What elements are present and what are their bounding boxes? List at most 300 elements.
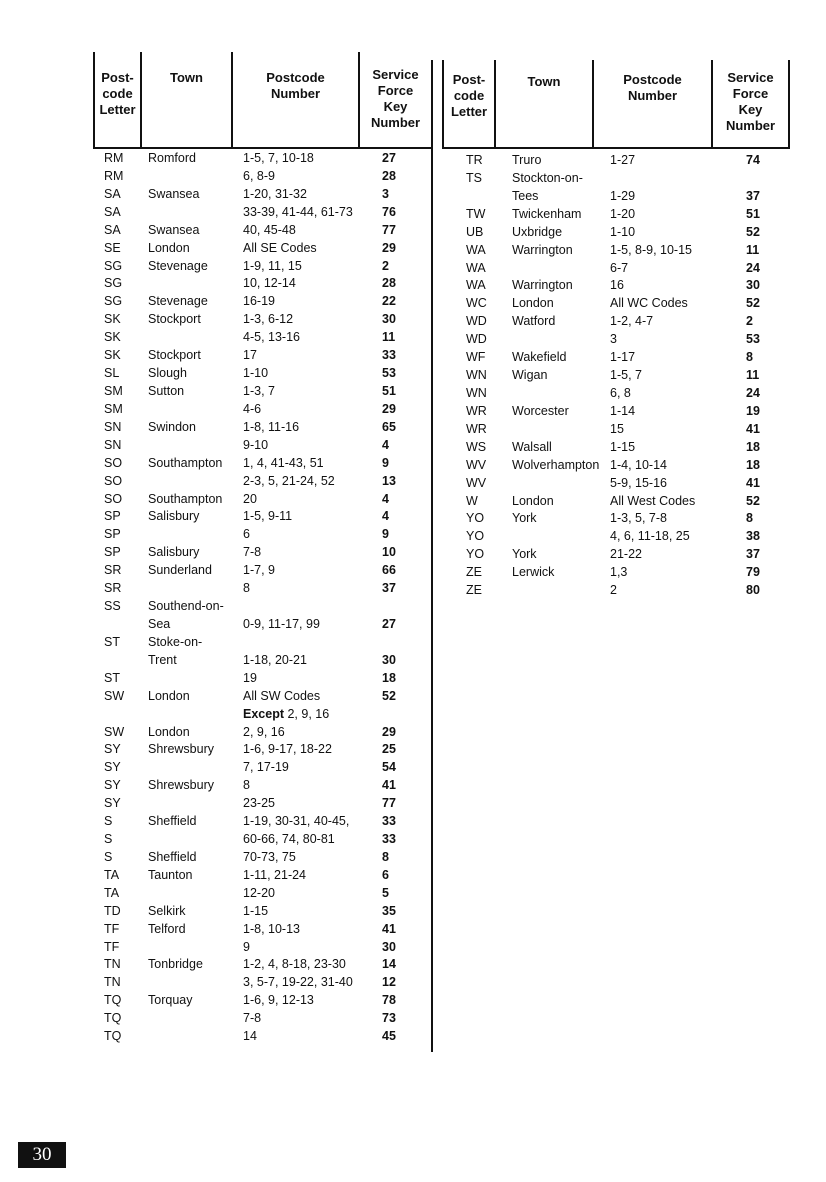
table-row	[0, 383, 432, 401]
table-row	[0, 652, 432, 670]
service-key-number: 18	[382, 670, 396, 685]
postcode-number: 1,3	[610, 565, 628, 580]
town-name: Stoke-on-	[148, 634, 203, 649]
table-row	[432, 403, 802, 421]
service-key-number: 11	[382, 330, 396, 345]
postcode-number: 3, 5-7, 19-22, 31-40	[243, 975, 353, 990]
town-name: Stevenage	[148, 294, 208, 309]
postcode-letter: SW	[104, 688, 125, 703]
postcode-letter: SA	[104, 222, 121, 237]
postcode-letter: TD	[104, 903, 121, 918]
town-name: Stockport	[148, 348, 201, 363]
table-row	[0, 741, 432, 759]
postcode-number: 12-20	[243, 885, 275, 900]
postcode-letter: SA	[104, 204, 121, 219]
postcode-number: 33-39, 41-44, 61-73	[243, 204, 353, 219]
right-header-town: Town	[527, 74, 561, 89]
table-row	[0, 580, 432, 598]
town-name: Warrington	[512, 278, 573, 293]
postcode-letter: S	[104, 849, 113, 864]
postcode-letter: WS	[466, 439, 487, 454]
table-row	[0, 168, 432, 186]
postcode-letter: TR	[466, 153, 483, 167]
table-row	[432, 475, 802, 493]
postcode-number: 1-20	[610, 206, 636, 221]
postcode-letter: SP	[104, 545, 121, 560]
service-key-number: 9	[382, 455, 389, 470]
service-key-number: 79	[746, 565, 760, 580]
postcode-number: 4-5, 13-16	[243, 330, 300, 345]
table-row	[0, 939, 432, 957]
service-key-number: 25	[382, 742, 396, 757]
postcode-letter: TQ	[104, 993, 122, 1008]
service-key-number: 10	[382, 545, 396, 560]
left-table-body	[0, 150, 432, 1046]
table-row	[432, 367, 802, 385]
postcode-number: 4, 6, 11-18, 25	[610, 529, 690, 544]
table-row	[432, 260, 802, 278]
service-key-number: 74	[746, 153, 760, 167]
town-name: Salisbury	[148, 545, 200, 560]
postcode-number: 21-22	[610, 547, 642, 562]
table-row	[432, 349, 802, 367]
table-row	[0, 885, 432, 903]
table-row	[432, 206, 802, 224]
postcode-letter: SM	[104, 383, 123, 398]
postcode-letter: SK	[104, 348, 121, 363]
town-name: Taunton	[148, 867, 193, 882]
service-key-number: 24	[746, 260, 760, 275]
town-name: Warrington	[512, 242, 573, 257]
postcode-number: 1-9, 11, 15	[243, 258, 302, 273]
service-key-number: 65	[382, 419, 396, 434]
right-table-header-rule	[442, 147, 790, 149]
table-row	[432, 152, 802, 170]
postcode-letter: WD	[466, 332, 487, 347]
postcode-number: 1-17	[610, 350, 636, 365]
postcode-number: 1-5, 7	[610, 368, 642, 383]
service-key-number: 80	[746, 583, 760, 598]
service-key-number: 30	[382, 312, 396, 327]
table-row	[0, 365, 432, 383]
service-key-number: 11	[746, 368, 760, 383]
postcode-letter: SE	[104, 240, 121, 255]
postcode-number: All SW Codes	[243, 688, 321, 703]
table-row	[0, 956, 432, 974]
town-name: Selkirk	[148, 903, 186, 918]
service-key-number: 8	[746, 511, 753, 526]
postcode-letter: YO	[466, 511, 485, 526]
service-key-number: 3	[382, 186, 389, 201]
postcode-letter: SL	[104, 366, 120, 381]
postcode-letter: WR	[466, 421, 487, 436]
postcode-letter: ST	[104, 634, 120, 649]
postcode-letter: SG	[104, 276, 123, 291]
town-name: London	[512, 296, 554, 311]
town-name: Wakefield	[512, 350, 567, 365]
postcode-number: 1-2, 4, 8-18, 23-30	[243, 957, 346, 972]
postcode-letter: WA	[466, 260, 486, 275]
postcode-letter: SO	[104, 491, 123, 506]
service-key-number: 76	[382, 204, 396, 219]
right-table-body	[432, 152, 802, 600]
postcode-number: 1-3, 5, 7-8	[610, 511, 667, 526]
service-key-number: 14	[382, 957, 396, 972]
service-key-number: 33	[382, 814, 396, 829]
service-key-number: 66	[382, 563, 396, 578]
postcode-number: 9	[243, 939, 250, 954]
postcode-number: 2-3, 5, 21-24, 52	[243, 473, 335, 488]
table-row	[432, 510, 802, 528]
town-name: Sutton	[148, 383, 185, 398]
postcode-letter: SO	[104, 455, 123, 470]
postcode-number: 1-8, 10-13	[243, 921, 300, 936]
service-key-number: 53	[746, 332, 760, 347]
postcode-number: 1-18, 20-21	[243, 652, 307, 667]
table-row	[432, 546, 802, 564]
town-name: Sheffield	[148, 849, 197, 864]
service-key-number: 52	[746, 224, 760, 239]
right-table-outer-border	[788, 60, 790, 149]
table-row	[0, 903, 432, 921]
table-row	[0, 222, 432, 240]
town-name: Slough	[148, 366, 187, 381]
postcode-number: 6, 8	[610, 385, 631, 400]
table-row	[0, 992, 432, 1010]
table-row	[432, 439, 802, 457]
table-row	[0, 921, 432, 939]
postcode-letter: S	[104, 814, 113, 829]
table-row	[0, 329, 432, 347]
service-key-number: 52	[746, 296, 760, 311]
service-key-number: 4	[382, 509, 389, 524]
postcode-number: 1-27	[610, 153, 636, 167]
table-row	[0, 544, 432, 562]
postcode-letter: TF	[104, 921, 120, 936]
postcode-letter: SY	[104, 742, 121, 757]
postcode-number: 1-8, 11-16	[243, 419, 300, 434]
postcode-letter: TA	[104, 885, 120, 900]
postcode-number: 1-5, 9-11	[243, 509, 293, 524]
postcode-letter: TN	[104, 975, 121, 990]
postcode-letter: ZE	[466, 583, 482, 598]
postcode-number: 20	[243, 491, 257, 506]
service-key-number: 41	[746, 421, 760, 436]
postcode-letter: SA	[104, 186, 121, 201]
table-row	[432, 582, 802, 600]
town-name: Sunderland	[148, 563, 212, 578]
postcode-number: All West Codes	[610, 493, 696, 508]
town-name: Sheffield	[148, 814, 197, 829]
service-key-number: 8	[746, 350, 753, 365]
service-key-number: 33	[382, 348, 396, 363]
postcode-number: All SE Codes	[243, 240, 317, 255]
table-row	[0, 724, 432, 742]
service-key-number: 33	[382, 832, 396, 847]
service-key-number: 28	[382, 168, 396, 183]
service-key-number: 18	[746, 439, 760, 454]
town-name: Swindon	[148, 419, 196, 434]
postcode-letter: S	[104, 832, 113, 847]
postcode-number: 8	[243, 581, 250, 596]
postcode-number: 7-8	[243, 545, 262, 560]
service-key-number: 73	[382, 1011, 396, 1026]
postcode-number: 23-25	[243, 796, 275, 811]
table-row	[432, 421, 802, 439]
town-name: Swansea	[148, 186, 200, 201]
town-name: Twickenham	[512, 206, 582, 221]
table-row	[0, 293, 432, 311]
postcode-letter: TA	[104, 867, 120, 882]
service-key-number: 38	[746, 529, 760, 544]
service-key-number: 54	[382, 760, 396, 775]
service-key-number: 29	[382, 240, 396, 255]
town-name: Shrewsbury	[148, 778, 214, 793]
town-name: Salisbury	[148, 509, 200, 524]
service-key-number: 77	[382, 222, 396, 237]
postcode-letter: SK	[104, 312, 121, 327]
town-name: Romford	[148, 151, 196, 165]
postcode-letter: TF	[104, 939, 120, 954]
postcode-number: 16-19	[243, 294, 275, 309]
exception-numbers: 2, 9, 16	[287, 706, 330, 721]
service-key-number: 4	[382, 491, 389, 506]
postcode-number: 1-19, 30-31, 40-45,	[243, 814, 350, 829]
postcode-letter: WA	[466, 278, 486, 293]
table-row	[432, 457, 802, 475]
service-key-number: 52	[746, 493, 760, 508]
right-header-postcode-number: Postcode Number	[623, 72, 682, 103]
postcode-letter: UB	[466, 224, 484, 239]
service-key-number: 22	[382, 294, 396, 309]
postcode-number: 1-20, 31-32	[243, 186, 307, 201]
service-key-number: 51	[746, 206, 760, 221]
postcode-number: 0-9, 11-17, 99	[243, 616, 320, 631]
postcode-number: 1-4, 10-14	[610, 457, 667, 472]
postcode-number: 1-6, 9-17, 18-22	[243, 742, 332, 757]
postcode-letter: SN	[104, 419, 122, 434]
postcode-number: 1-15	[610, 439, 636, 454]
service-key-number: 77	[382, 796, 396, 811]
postcode-letter: TQ	[104, 1029, 122, 1044]
postcode-number: 6-7	[610, 260, 629, 275]
postcode-letter: SY	[104, 796, 121, 811]
table-row	[0, 186, 432, 204]
postcode-number-exception	[243, 706, 329, 724]
table-row	[0, 759, 432, 777]
service-key-number: 11	[746, 242, 760, 257]
table-row	[0, 347, 432, 365]
left-header-town: Town	[170, 70, 203, 85]
right-header-service-key: Service Force Key Number	[725, 70, 776, 133]
postcode-number: 1-5, 8-9, 10-15	[610, 242, 692, 257]
service-key-number: 41	[746, 475, 760, 490]
postcode-letter: TS	[466, 170, 482, 185]
table-row	[432, 313, 802, 331]
service-key-number: 30	[382, 652, 396, 667]
table-row	[0, 204, 432, 222]
service-key-number: 30	[382, 939, 396, 954]
table-row	[432, 277, 802, 295]
postcode-letter: RM	[104, 168, 124, 183]
table-row	[0, 491, 432, 509]
table-row	[0, 849, 432, 867]
table-row	[0, 473, 432, 491]
postcode-number: 17	[243, 348, 257, 363]
service-key-number: 24	[746, 385, 760, 400]
postcode-letter: SY	[104, 760, 121, 775]
postcode-number: 1-29	[610, 188, 636, 203]
postcode-letter: SM	[104, 401, 123, 416]
town-name: Sea	[148, 616, 171, 631]
table-row	[0, 437, 432, 455]
town-name: London	[148, 724, 190, 739]
table-row	[0, 670, 432, 688]
town-name: Swansea	[148, 222, 200, 237]
service-key-number: 2	[382, 258, 389, 273]
left-header-service-key: Service Force Key Number	[370, 67, 421, 130]
town-name: Wigan	[512, 368, 548, 383]
postcode-letter: WC	[466, 296, 487, 311]
town-name: Truro	[512, 153, 542, 167]
town-name: Uxbridge	[512, 224, 563, 239]
service-key-number: 13	[382, 473, 396, 488]
postcode-letter: SR	[104, 563, 122, 578]
table-row	[0, 777, 432, 795]
right-header-postcode-letter: Post- code Letter	[450, 72, 488, 119]
postcode-number: 60-66, 74, 80-81	[243, 832, 335, 847]
service-key-number: 29	[382, 724, 396, 739]
table-row	[0, 706, 432, 724]
table-row	[0, 813, 432, 831]
town-name: Tees	[512, 188, 539, 203]
left-header-postcode-letter: Post- code Letter	[99, 70, 136, 117]
service-key-number: 37	[382, 581, 396, 596]
postcode-number: All WC Codes	[610, 296, 688, 311]
postcode-number: 1-10	[243, 366, 269, 381]
postcode-letter: WF	[466, 350, 486, 365]
town-name: Stockport	[148, 312, 201, 327]
service-key-number: 41	[382, 778, 396, 793]
table-row	[0, 974, 432, 992]
postcode-number: 8	[243, 778, 250, 793]
postcode-number: 5-9, 15-16	[610, 475, 667, 490]
postcode-number: 1-2, 4-7	[610, 314, 654, 329]
postcode-number: 1, 4, 41-43, 51	[243, 455, 324, 470]
table-row	[432, 564, 802, 582]
postcode-letter: RM	[104, 151, 124, 165]
town-name: Wolverhampton	[512, 457, 600, 472]
postcode-letter: TQ	[104, 1011, 122, 1026]
table-row	[0, 258, 432, 276]
postcode-letter: WA	[466, 242, 486, 257]
table-row	[0, 526, 432, 544]
service-key-number: 19	[746, 403, 760, 418]
table-row	[432, 528, 802, 546]
page-number: 30	[18, 1142, 66, 1168]
postcode-letter: WV	[466, 457, 487, 472]
table-row	[0, 616, 432, 634]
left-table-header-rule	[93, 147, 432, 149]
service-key-number: 53	[382, 366, 396, 381]
town-name: Southampton	[148, 491, 223, 506]
table-row	[0, 795, 432, 813]
postcode-number: 1-10	[610, 224, 636, 239]
postcode-letter: TN	[104, 957, 121, 972]
postcode-letter: SG	[104, 258, 123, 273]
table-row	[0, 562, 432, 580]
town-name: Shrewsbury	[148, 742, 214, 757]
table-row	[0, 867, 432, 885]
postcode-letter: SK	[104, 330, 121, 345]
postcode-number: 14	[243, 1029, 257, 1044]
town-name: London	[512, 493, 554, 508]
town-name: London	[148, 688, 190, 703]
postcode-letter: SP	[104, 527, 121, 542]
service-key-number: 52	[382, 688, 396, 703]
table-row	[0, 150, 432, 168]
town-name: London	[148, 240, 190, 255]
table-row	[432, 295, 802, 313]
postcode-number: 1-3, 7	[243, 383, 275, 398]
table-row	[0, 634, 432, 652]
service-key-number: 37	[746, 547, 760, 562]
postcode-number: 15	[610, 421, 624, 436]
town-name: York	[512, 547, 537, 562]
postcode-number: 7, 17-19	[243, 760, 289, 775]
postcode-number: 6	[243, 527, 250, 542]
table-row	[0, 311, 432, 329]
postcode-number: 1-15	[243, 903, 269, 918]
town-name: Southend-on-	[148, 599, 224, 614]
table-row	[432, 331, 802, 349]
table-row	[432, 170, 802, 188]
postcode-number: 2	[610, 583, 617, 598]
postcode-number: 7-8	[243, 1011, 262, 1026]
postcode-number: 10, 12-14	[243, 276, 296, 291]
service-key-number: 45	[382, 1029, 396, 1044]
postcode-letter: SS	[104, 599, 121, 614]
town-name: Walsall	[512, 439, 552, 454]
service-key-number: 2	[746, 314, 753, 329]
service-key-number: 18	[746, 457, 760, 472]
postcode-number: 19	[243, 670, 257, 685]
service-key-number: 29	[382, 401, 396, 416]
postcode-letter: SW	[104, 724, 125, 739]
postcode-letter: TW	[466, 206, 486, 221]
postcode-letter: WR	[466, 403, 487, 418]
left-table-col-rule-1	[140, 52, 142, 149]
service-key-number: 37	[746, 188, 760, 203]
postcode-number: 1-6, 9, 12-13	[243, 993, 314, 1008]
postcode-letter: SR	[104, 581, 122, 596]
table-row	[432, 493, 802, 511]
postcode-number: 16	[610, 278, 624, 293]
postcode-number: 6, 8-9	[243, 168, 275, 183]
table-row	[0, 598, 432, 616]
service-key-number: 4	[382, 437, 389, 452]
service-key-number: 28	[382, 276, 396, 291]
table-row	[0, 508, 432, 526]
postcode-letter: YO	[466, 547, 485, 562]
table-row	[432, 385, 802, 403]
postcode-letter: WV	[466, 475, 487, 490]
town-name: Stockton-on-	[512, 170, 583, 185]
service-key-number: 12	[382, 975, 396, 990]
service-key-number: 6	[382, 867, 389, 882]
postcode-number: 2, 9, 16	[243, 724, 285, 739]
town-name: Worcester	[512, 403, 569, 418]
